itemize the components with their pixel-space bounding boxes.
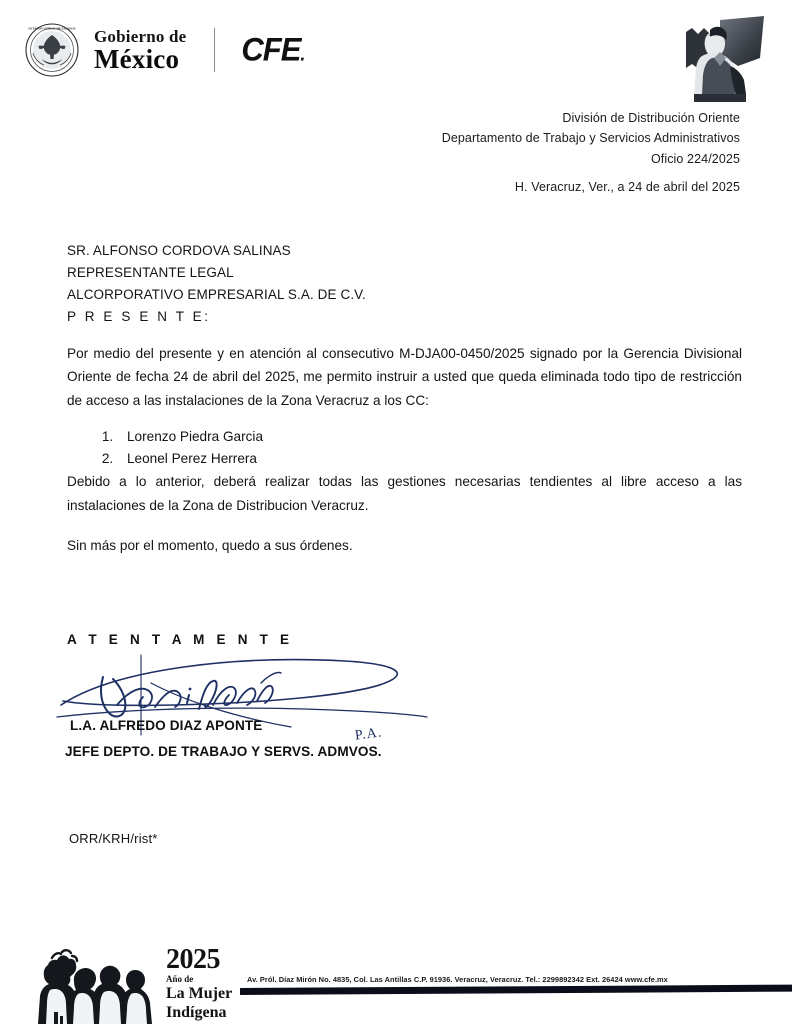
gobierno-line2: México xyxy=(94,43,180,74)
body-paragraph-1: Por medio del presente y en atención al consecutivo M-DJA00-0450/2025 signado por la Gerencia Divisional Oriente de fecha 24 de abril del 2025, me permito instruir a usted que queda eliminada todo tipo de restricción de acceso a las instalaciones de la Zona Veracruz a los CC: xyxy=(67,346,742,408)
footer-emblem xyxy=(34,946,232,1026)
svg-text:ESTADOS UNIDOS MEXICANOS: ESTADOS UNIDOS MEXICANOS xyxy=(28,26,76,31)
list-item: 1. Lorenzo Piedra Garcia xyxy=(117,426,742,448)
pa-annotation: P.A. xyxy=(354,725,384,744)
letterhead xyxy=(24,22,304,78)
gobierno-wordmark xyxy=(94,28,186,73)
list-item: 2. Leonel Perez Herrera xyxy=(117,448,742,470)
mexican-eagle-seal-icon xyxy=(24,22,80,78)
addressee-presente: P R E S E N T E: xyxy=(67,308,211,324)
footer-year-sub2-line1: La Mujer xyxy=(166,985,233,1003)
body-paragraph-3: Sin más por el momento, quedo a sus órdenes. xyxy=(67,537,353,553)
signer-name: L.A. ALFREDO DIAZ APONTE xyxy=(70,718,263,733)
name-list xyxy=(67,426,742,470)
letter-body xyxy=(67,342,742,557)
addressee-role: REPRESENTANTE LEGAL xyxy=(67,264,234,280)
oficio-number: Oficio 224/2025 xyxy=(650,151,740,166)
cfe-logo-dot: . xyxy=(300,43,305,65)
reference-code: ORR/KRH/rist* xyxy=(69,831,158,846)
department-header xyxy=(442,108,740,169)
indigenous-women-emblem-icon xyxy=(34,946,160,1026)
addressee-block xyxy=(67,240,366,327)
gobierno-line1: Gobierno de xyxy=(94,26,187,46)
footer-year-sub2-line2: Indígena xyxy=(166,1004,227,1022)
footer-year: 2025 xyxy=(166,944,220,976)
division-line: División de Distribución Oriente xyxy=(562,111,740,125)
body-paragraph-2: Debido a lo anterior, deberá realizar todas las gestiones necesarias tendientes al libre acceso a las instalaciones de la Zona de Distribucion Veracruz. xyxy=(67,474,742,513)
closing-atentamente: A T E N T A M E N T E xyxy=(67,632,294,647)
cfe-logo xyxy=(241,31,304,69)
cfe-logo-text: CFE xyxy=(241,30,301,69)
addressee-company: ALCORPORATIVO EMPRESARIAL S.A. DE C.V. xyxy=(67,286,366,302)
year-wordmark xyxy=(166,946,232,1026)
flag-bearer-stamp-icon xyxy=(668,14,772,104)
footer-bar xyxy=(240,985,792,995)
addressee-name: SR. ALFONSO CORDOVA SALINAS xyxy=(67,243,291,258)
place-and-date: H. Veracruz, Ver., a 24 de abril del 2025 xyxy=(514,180,740,194)
department-line: Departamento de Trabajo y Servicios Administrativos xyxy=(441,131,740,146)
footer-year-sub1: Año de xyxy=(166,974,194,985)
footer-address: Av. Pról. Díaz Mirón No. 4835, Col. Las Antillas C.P. 91936. Veracruz, Veracruz. Tel.: 2299892342 Ext. 26424 www.cfe.mx xyxy=(247,975,668,984)
signer-title: JEFE DEPTO. DE TRABAJO Y SERVS. ADMVOS. xyxy=(65,744,382,759)
page-footer xyxy=(0,936,800,1028)
logo-divider xyxy=(214,28,215,72)
